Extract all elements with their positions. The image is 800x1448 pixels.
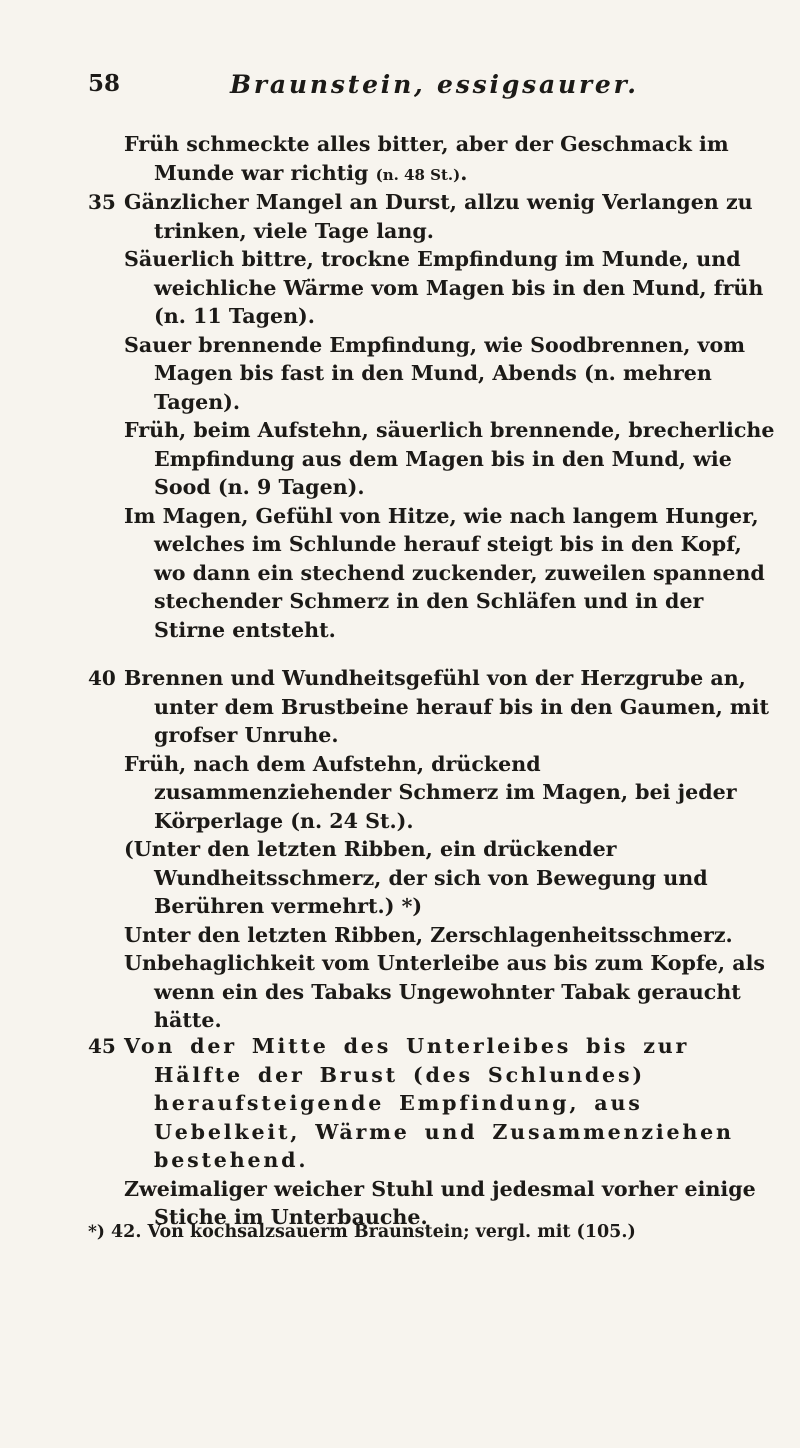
page-title: Braunstein, essigsaurer.	[230, 70, 639, 99]
entry-number-35: 35	[88, 190, 116, 214]
intro-entry	[88, 130, 778, 189]
entry-35-paragraph-3: Sauer brennende Empfindung, wie Soodbrennen, vom Magen bis fast in den Mund, Abends (n. mehren Tagen).	[124, 332, 746, 414]
entry-45-paragraph-1: Von der Mitte des Unterleibes bis zur Hälfte der Brust (des Schlundes) heraufsteigende Empfindung, aus Uebelkeit, Wärme und Zusammenziehen bestehend.	[124, 1034, 734, 1172]
footnote	[88, 1220, 778, 1244]
entry-45	[88, 1032, 778, 1232]
intro-text: Früh schmeckte alles bitter, aber der Geschmack im Munde war richtig	[124, 132, 729, 185]
entry-40-paragraph-1: Brennen und Wundheitsgefühl von der Herzgrube an, unter dem Brustbeine herauf bis in den Gaumen, mit grofser Unruhe.	[124, 666, 770, 747]
intro-reference: (n. 48 St.)	[375, 165, 461, 184]
entry-45-paragraph-2: Zweimaliger weicher Stuhl und jedesmal vorher einige Stiche im Unterbauche.	[124, 1176, 756, 1229]
entry-40-paragraph-2: Früh, nach dem Aufstehn, drückend zusammenziehender Schmerz im Magen, bei jeder Körperlage (n. 24 St.).	[124, 751, 737, 833]
entry-40-paragraph-3: (Unter den letzten Ribben, ein drückender Wundheitsschmerz, der sich von Bewegung und Berühren vermehrt.) *)	[124, 837, 708, 918]
entry-40-paragraph-5: Unbehaglichkeit vom Unterleibe aus bis zum Kopfe, als wenn ein des Tabaks Ungewohnter Tabak geraucht hätte.	[124, 951, 766, 1032]
entry-35-paragraph-1: Gänzlicher Mangel an Durst, allzu wenig Verlangen zu trinken, viele Tage lang.	[124, 190, 753, 243]
entry-40	[88, 664, 778, 1035]
entry-35-paragraph-5: Im Magen, Gefühl von Hitze, wie nach langem Hunger, welches im Schlunde herauf steigt bis in den Kopf, wo dann ein stechend zuckender, zuweilen spannend stechender Schmerz in den Schläfen und in der Stirne entsteht.	[124, 503, 765, 642]
running-head	[88, 70, 768, 110]
entry-number-40: 40	[88, 666, 116, 690]
entry-number-45: 45	[88, 1034, 116, 1058]
entry-35	[88, 188, 778, 644]
entry-35-paragraph-4: Früh, beim Aufstehn, säuerlich brennende, brecherliche Empfindung aus dem Magen bis in den Mund, wie Sood (n. 9 Tagen).	[124, 418, 775, 499]
page-number: 58	[88, 70, 121, 97]
intro-paragraph	[88, 130, 778, 189]
footnote-text: 42. Von kochsalzsauerm Braunstein; vergl. mit (105.)	[111, 1222, 636, 1242]
footnote-mark: *)	[88, 1222, 105, 1242]
entry-40-paragraph-4: Unter den letzten Ribben, Zerschlagenheitsschmerz.	[124, 922, 733, 947]
entry-35-paragraph-2: Säuerlich bittre, trockne Empfindung im Munde, und weichliche Wärme vom Magen bis in den Mund, früh (n. 11 Tagen).	[124, 247, 764, 328]
intro-punctuation: .	[460, 160, 468, 185]
